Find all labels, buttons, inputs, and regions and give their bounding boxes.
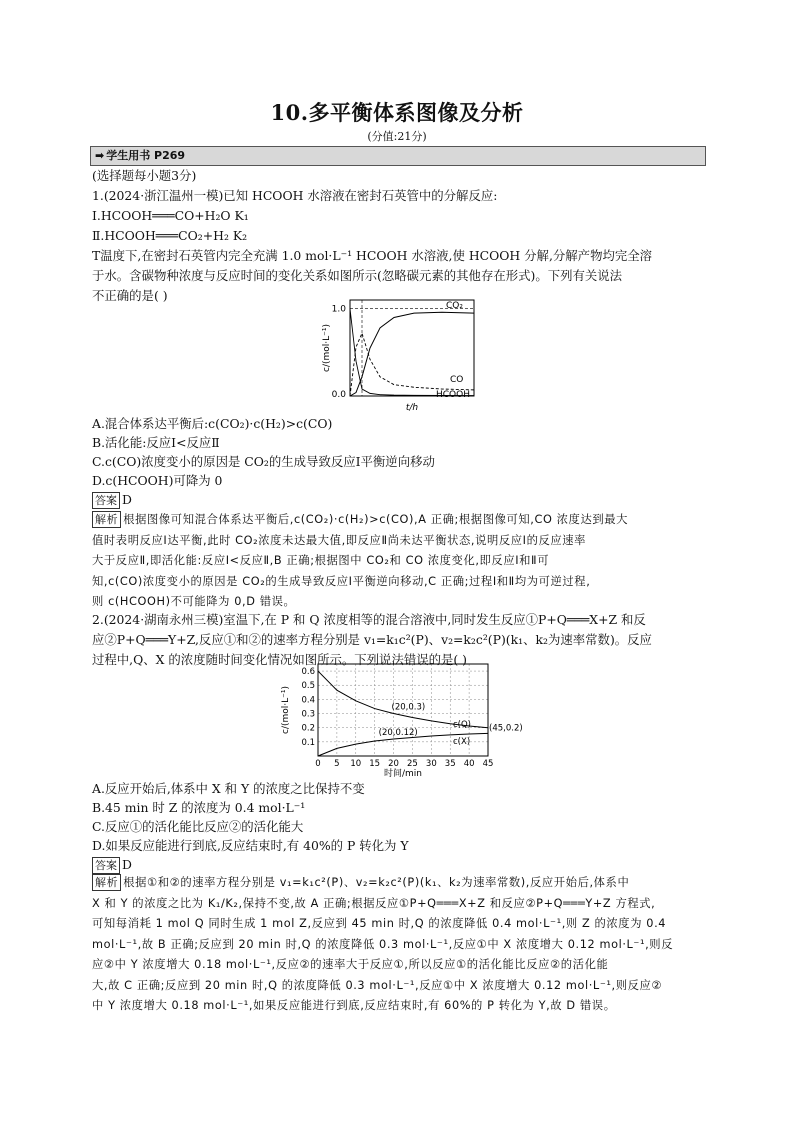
series-line-1	[350, 333, 474, 396]
q1-option-d: D.c(HCOOH)可降为 0	[92, 473, 223, 488]
q1-option-c: C.c(CO)浓度变小的原因是 CO₂的生成导致反应Ⅰ平衡逆向移动	[92, 454, 435, 469]
y-axis-label: c/(mol·L⁻¹)	[281, 685, 291, 735]
q1-option-a: A.混合体系达平衡后:c(CO₂)·c(H₂)>c(CO)	[92, 416, 333, 431]
x-tick-label: 45	[482, 759, 494, 769]
x-axis-label: 时间/min	[383, 769, 423, 779]
x-tick-label: 5	[334, 759, 340, 769]
analysis-line: 中 Y 浓度增大 0.18 mol·L⁻¹,如果反应能进行到底,反应结束时,有 60%的 P 转化为 Y,故 D 错误。	[92, 999, 616, 1012]
answer-tag: 答案	[92, 492, 120, 509]
q1-concentration-chart	[316, 296, 482, 418]
analysis-line	[92, 873, 706, 894]
y-tick-label: 0.3	[301, 709, 315, 720]
point-annotation: (20,0.12)	[378, 728, 418, 739]
q2-stem-line: 应②P+Q═══Y+Z,反应①和②的速率方程分别是 v₁=k₁c²(P)、v₂=k₂c²(P)(k₁、k₂为速率常数)。反应	[92, 632, 652, 647]
mc-note: (选择题每小题3分)	[92, 168, 197, 183]
series-label: CO	[450, 375, 464, 385]
arrow-right-icon: ➡	[95, 149, 105, 162]
analysis-line: 知,c(CO)浓度变小的原因是 CO₂的生成导致反应Ⅰ平衡逆向移动,C 正确;过程Ⅰ和Ⅱ均为可逆过程,	[92, 574, 591, 588]
analysis-tag: 解析	[92, 874, 121, 891]
y-tick-label: 0.2	[301, 723, 315, 734]
q2-concentration-chart	[276, 660, 523, 780]
series-label: c(Q)	[453, 720, 471, 730]
y-tick-label: 0.6	[301, 667, 315, 678]
q2-option-a: A.反应开始后,体系中 X 和 Y 的浓度之比保持不变	[92, 781, 365, 796]
q2-option-c: C.反应①的活化能比反应②的活化能大	[92, 819, 304, 834]
x-tick-label: 0	[315, 759, 321, 769]
analysis-line: X 和 Y 的浓度之比为 K₁/K₂,保持不变,故 A 正确;根据反应①P+Q═══X+Z 和反应②P+Q═══Y+Z 方程式,	[92, 896, 656, 910]
q1-stem-line: 1.(2024·浙江温州一模)已知 HCOOH 水溶液在密封石英管中的分解反应:	[92, 188, 498, 203]
student-book-bar	[90, 146, 706, 166]
answer-value: D	[122, 492, 132, 507]
q2-option-d: D.如果反应能进行到底,反应结束时,有 40%的 P 转化为 Y	[92, 838, 409, 853]
q2-stem-line: 2.(2024·湖南永州三模)室温下,在 P 和 Q 浓度相等的混合溶液中,同时发生反应①P+Q═══X+Z 和反	[92, 612, 646, 627]
x-tick-label: 15	[369, 759, 381, 769]
analysis-line: 值时表明反应Ⅰ达平衡,此时 CO₂浓度未达最大值,即反应Ⅱ尚未达平衡状态,说明反应Ⅰ的反应速率	[92, 533, 587, 547]
y-tick-label: 0.0	[331, 390, 346, 400]
book-ref: 学生用书 P269	[106, 149, 186, 162]
series-label: c(X)	[453, 737, 471, 747]
analysis-line: mol·L⁻¹,故 B 正确;反应到 20 min 时,Q 的浓度降低 0.3 mol·L⁻¹,反应①中 X 浓度增大 0.12 mol·L⁻¹,则反	[92, 937, 674, 951]
q2-stem-line: 过程中,Q、X 的浓度随时间变化情况如图所示。下列说法错误的是( )	[92, 652, 468, 667]
x-tick-label: 20	[388, 759, 399, 769]
analysis-tag: 解析	[92, 511, 121, 528]
analysis-line: 应②中 Y 浓度增大 0.18 mol·L⁻¹,反应②的速率大于反应①,所以反应①的活化能比反应②的活化能	[92, 958, 609, 971]
answer-tag: 答案	[92, 857, 120, 874]
analysis-text: 根据①和②的速率方程分别是 v₁=k₁c²(P)、v₂=k₂c²(P)(k₁、k₂为速率常数),反应开始后,体系中	[123, 876, 630, 889]
analysis-line: 则 c(HCOOH)不可能降为 0,D 错误。	[92, 595, 296, 608]
q1-answer	[92, 490, 132, 510]
analysis-text: 根据图像可知混合体系达平衡后,c(CO₂)·c(H₂)>c(CO),A 正确;根据图像可知,CO 浓度达到最大	[123, 513, 629, 526]
analysis-line	[92, 510, 706, 531]
analysis-line: 大,故 C 正确;反应到 20 min 时,Q 的浓度降低 0.3 mol·L⁻¹,反应①中 X 浓度增大 0.12 mol·L⁻¹,则反应②	[92, 978, 663, 992]
series-label: CO₂	[446, 301, 463, 311]
x-tick-label: 25	[407, 759, 418, 769]
x-axis-label: t/h	[405, 403, 419, 413]
point-annotation: (45,0.2)	[489, 723, 523, 734]
point-annotation: (20,0.3)	[391, 702, 426, 713]
y-tick-label: 0.4	[301, 695, 315, 706]
x-tick-label: 35	[444, 759, 456, 769]
analysis-line: 大于反应Ⅱ,即活化能:反应Ⅰ<反应Ⅱ,B 正确;根据图中 CO₂和 CO 浓度变化,即反应Ⅰ和Ⅱ可	[92, 554, 550, 567]
page-title: 10.多平衡体系图像及分析	[270, 100, 524, 125]
q2-analysis	[92, 873, 706, 1017]
q1-analysis	[92, 510, 706, 613]
q1-reaction-1: Ⅰ.HCOOH═══CO+H₂O K₁	[92, 208, 249, 223]
q2-answer	[92, 855, 132, 875]
score-note: (分值:21分)	[367, 130, 427, 143]
analysis-line: 可知每消耗 1 mol Q 同时生成 1 mol Z,反应到 45 min 时,Q 的浓度降低 0.4 mol·L⁻¹,则 Z 的浓度为 0.4	[92, 917, 667, 930]
y-axis-label: c/(mol·L⁻¹)	[322, 323, 332, 373]
x-tick-label: 40	[463, 759, 475, 769]
q1-stem-line: 不正确的是( )	[92, 288, 168, 303]
q1-stem-line: 于水。含碳物种浓度与反应时间的变化关系如图所示(忽略碳元素的其他存在形式)。下列有关说法	[92, 268, 623, 283]
q1-reaction-2: Ⅱ.HCOOH═══CO₂+H₂ K₂	[92, 228, 248, 243]
q1-option-b: B.活化能:反应Ⅰ<反应Ⅱ	[92, 435, 220, 450]
y-tick-label: 0.5	[301, 681, 315, 692]
x-tick-label: 30	[425, 759, 437, 769]
y-tick-label: 0.1	[301, 737, 315, 748]
q1-stem-line: T温度下,在密封石英管内完全充满 1.0 mol·L⁻¹ HCOOH 水溶液,使 HCOOH 分解,分解产物均完全溶	[92, 248, 653, 263]
y-tick-label: 1.0	[331, 304, 346, 315]
answer-value: D	[122, 857, 132, 872]
series-label: HCOOH	[436, 390, 470, 400]
q2-option-b: B.45 min 时 Z 的浓度为 0.4 mol·L⁻¹	[92, 800, 306, 815]
x-tick-label: 10	[350, 759, 362, 769]
